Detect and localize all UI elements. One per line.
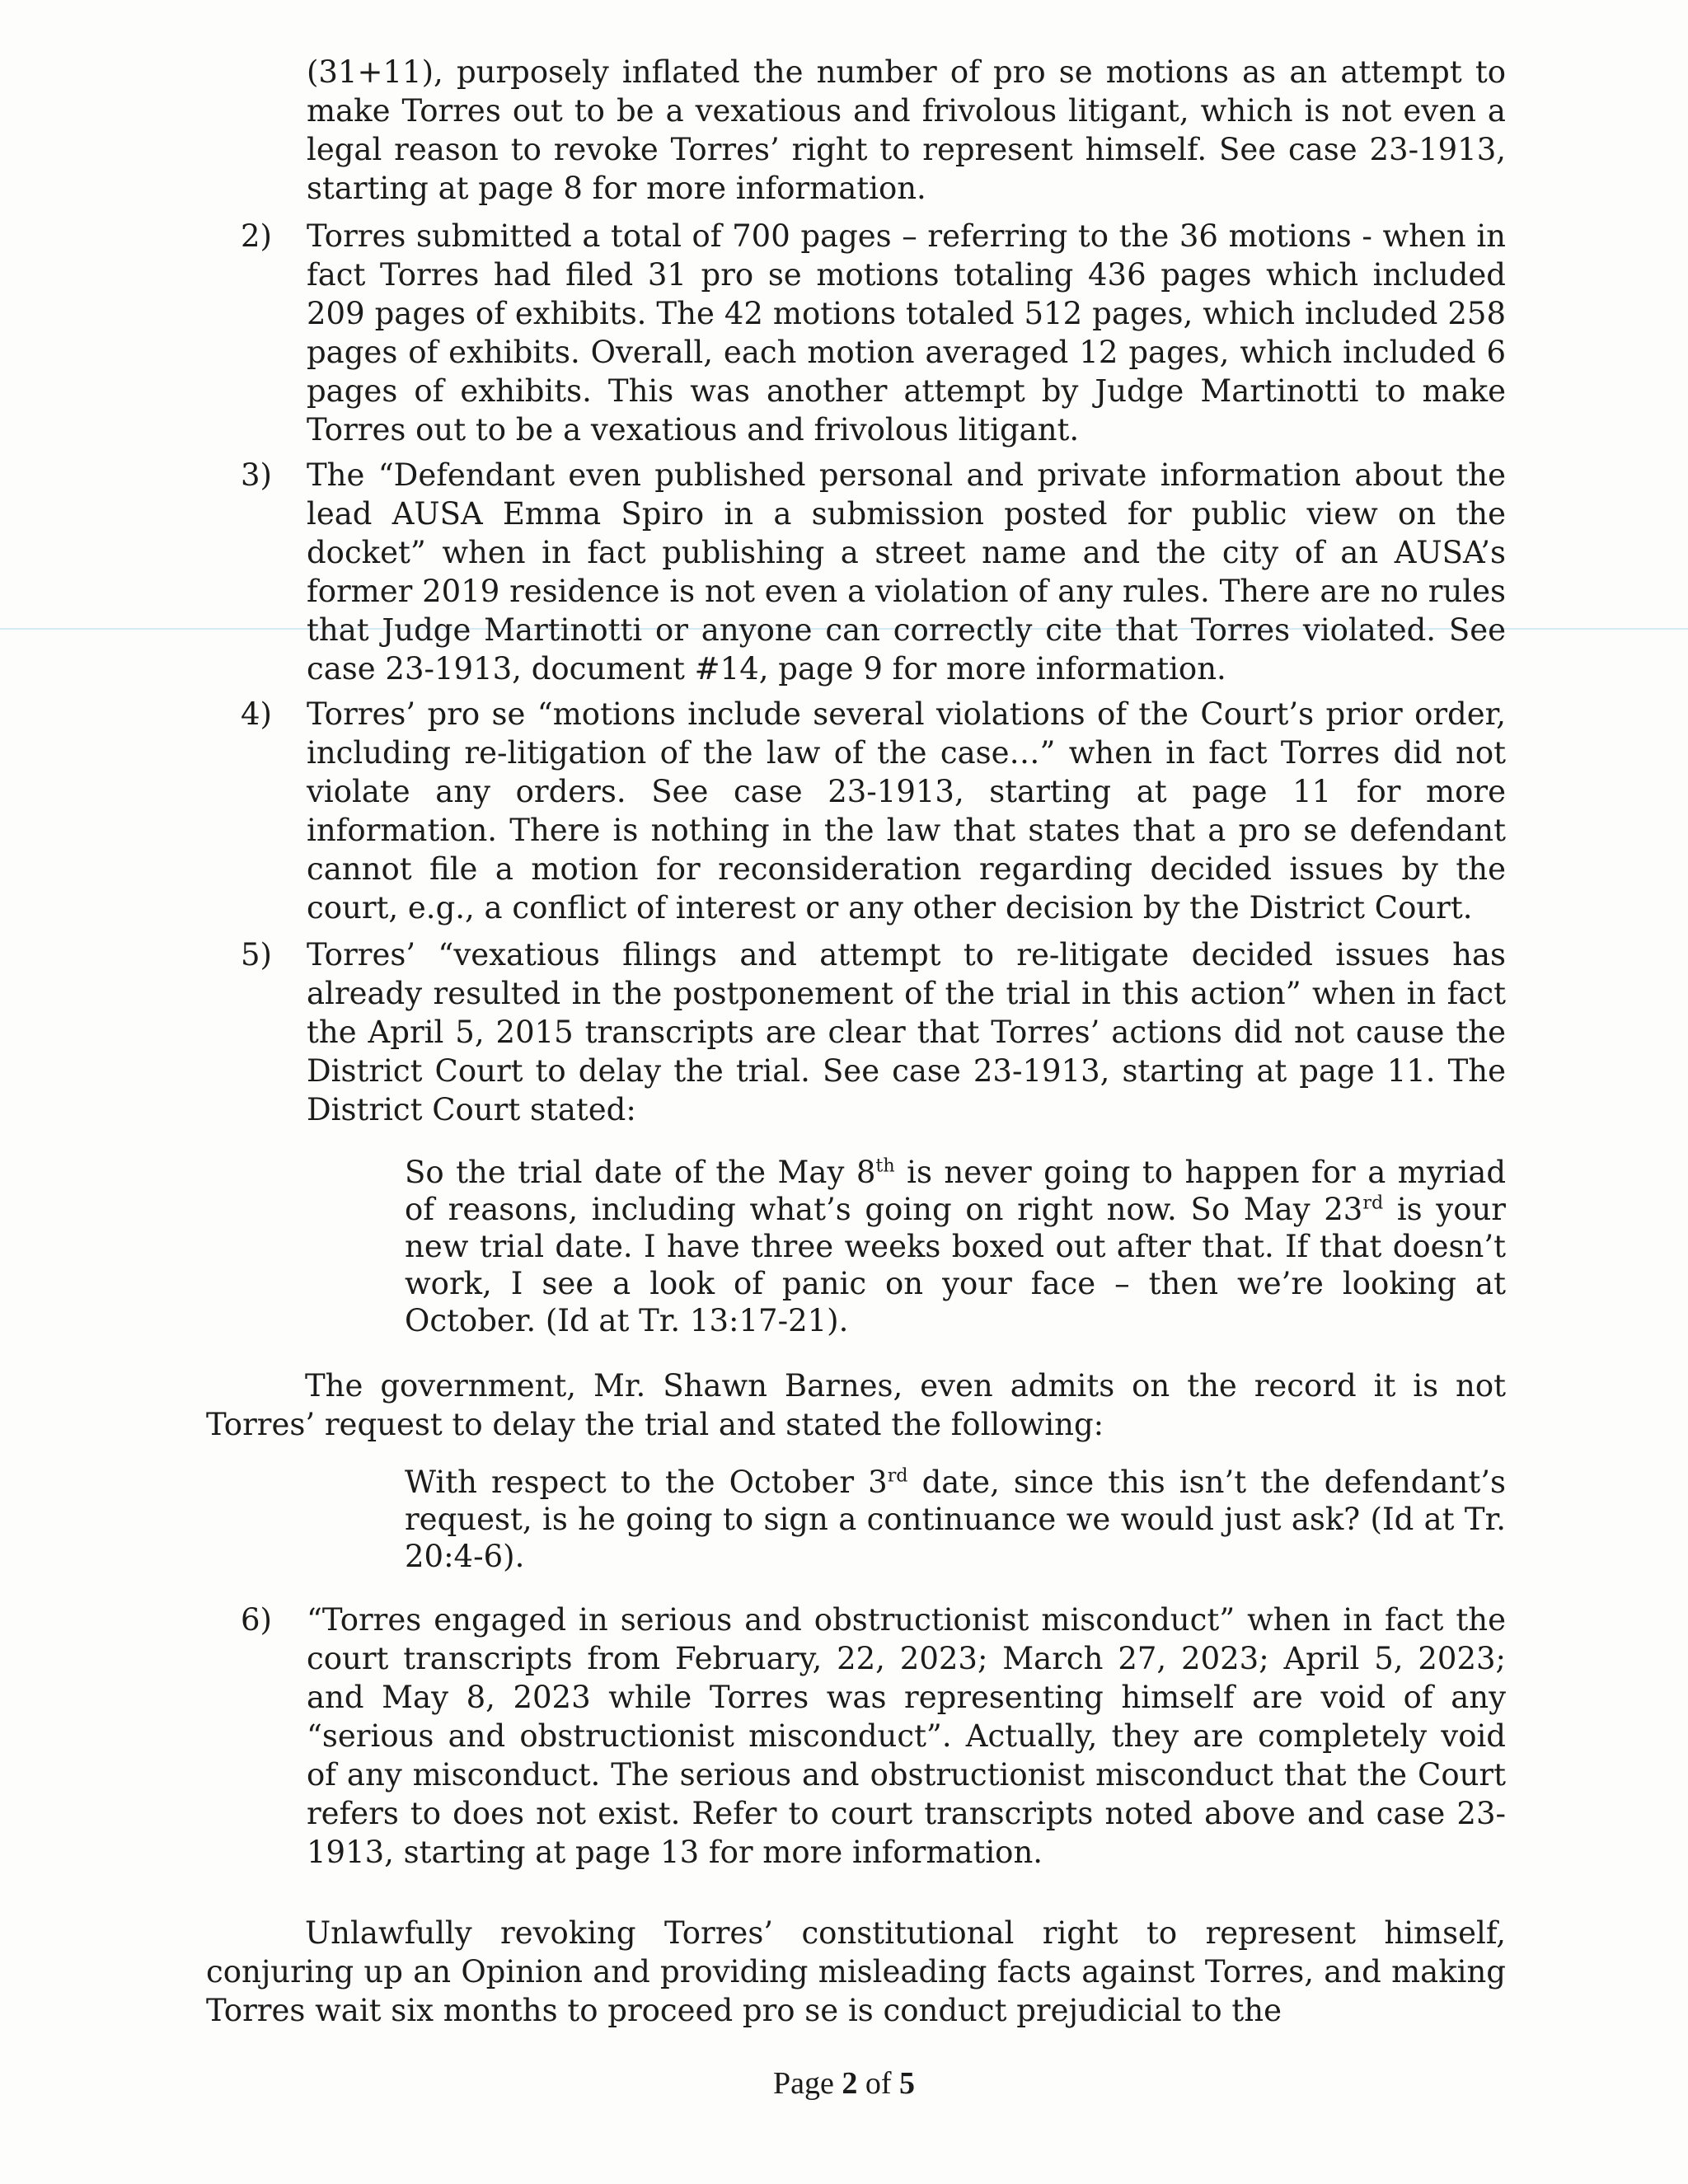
body-paragraph: Unlawfully revoking Torres’ constitutional right to represent himself, conjuring up an Opinion and providing misleading facts against Torres, and making Torres wait six months to proceed pro se is conduct prejudicial to the	[206, 1915, 1506, 2028]
item-text: “Torres engaged in serious and obstructionist misconduct” when in fact the court transcripts from February, 22, 2023; March 27, 2023; April 5, 2023; and May 8, 2023 while Torres was representing himself are void of any “serious and obstructionist misconduct”. Actually, they are completely void of any misconduct. The serious and obstructionist misconduct that the Court refers to does not exist. Refer to court transcripts noted above and case 23-1913, starting at page 13 for more information.	[307, 1602, 1506, 1870]
list-item	[241, 935, 1506, 1129]
body-paragraph: The government, Mr. Shawn Barnes, even admits on the record it is not Torres’ request to delay the trial and stated the following:	[206, 1368, 1506, 1442]
footer-label: of	[857, 2066, 900, 2101]
list-item	[241, 695, 1506, 927]
item-number: 6)	[241, 1602, 272, 1638]
ordinal-suffix: rd	[1362, 1192, 1384, 1214]
quote-text: With respect to the October 3	[405, 1465, 888, 1500]
item-text: Torres’ pro se “motions include several violations of the Court’s prior order, including re-litigation of the law of the case…” when in fact Torres did not violate any orders. See case 23-1913, starting at page 11 for more information. There is nothing in the law that states that a pro se defendant cannot file a motion for reconsideration regarding decided issues by the court, e.g., a conflict of interest or any other decision by the District Court.	[307, 696, 1506, 926]
item-text: Torres submitted a total of 700 pages – referring to the 36 motions - when in fact Torres had filed 31 pro se motions totaling 436 pages which included 209 pages of exhibits. The 42 motions totaled 512 pages, which included 258 pages of exhibits. Overall, each motion averaged 12 pages, which included 6 pages of exhibits. This was another attempt by Judge Martinotti to make Torres out to be a vexatious and frivolous litigant.	[307, 218, 1506, 448]
page-total: 5	[899, 2066, 916, 2101]
quote-text: date, since this isn’t the defendant’s request, is he going to sign a continuance we would just ask? (Id at Tr. 20:4-6).	[405, 1465, 1506, 1574]
page-footer	[0, 2065, 1688, 2102]
list-item	[241, 456, 1506, 688]
list-item	[241, 1601, 1506, 1872]
quote-text: is your new trial date. I have three weeks boxed out after that. If that doesn’t work, I see a look of panic on your face – then we’re looking at October. (Id at Tr. 13:17-21).	[405, 1192, 1506, 1338]
item-number: 4)	[241, 696, 272, 732]
quote-text: is never going to happen for a myriad of reasons, including what’s going on right now. So May 23	[405, 1155, 1506, 1227]
item-number: 3)	[241, 457, 272, 493]
ordinal-suffix: rd	[887, 1465, 908, 1487]
block-quote-government	[405, 1464, 1506, 1575]
block-quote-court	[405, 1154, 1506, 1339]
item-number: 2)	[241, 218, 272, 254]
footer-label: Page	[772, 2066, 842, 2101]
item-number: 5)	[241, 937, 272, 972]
quote-text: So the trial date of the May 8	[405, 1155, 876, 1190]
continuation-paragraph: (31+11), purposely inflated the number of pro se motions as an attempt to make Torres out to be a vexatious and frivolous litigant, which is not even a legal reason to revoke Torres’ right to represent himself. See case 23-1913, starting at page 8 for more information.	[307, 54, 1506, 206]
item-text: The “Defendant even published personal and private information about the lead AUSA Emma Spiro in a submission posted for public view on the docket” when in fact publishing a street name and the city of an AUSA’s former 2019 residence is not even a violation of any rules. There are no rules that Judge Martinotti or anyone can correctly cite that Torres violated. See case 23-1913, document #14, page 9 for more information.	[307, 457, 1506, 687]
list-item	[241, 217, 1506, 449]
item-text: Torres’ “vexatious filings and attempt to re-litigate decided issues has already resulted in the postponement of the trial in this action” when in fact the April 5, 2015 transcripts are clear that Torres’ actions did not cause the District Court to delay the trial. See case 23-1913, starting at page 11. The District Court stated:	[307, 937, 1506, 1127]
ordinal-suffix: th	[875, 1155, 895, 1177]
page-number: 2	[842, 2066, 858, 2101]
